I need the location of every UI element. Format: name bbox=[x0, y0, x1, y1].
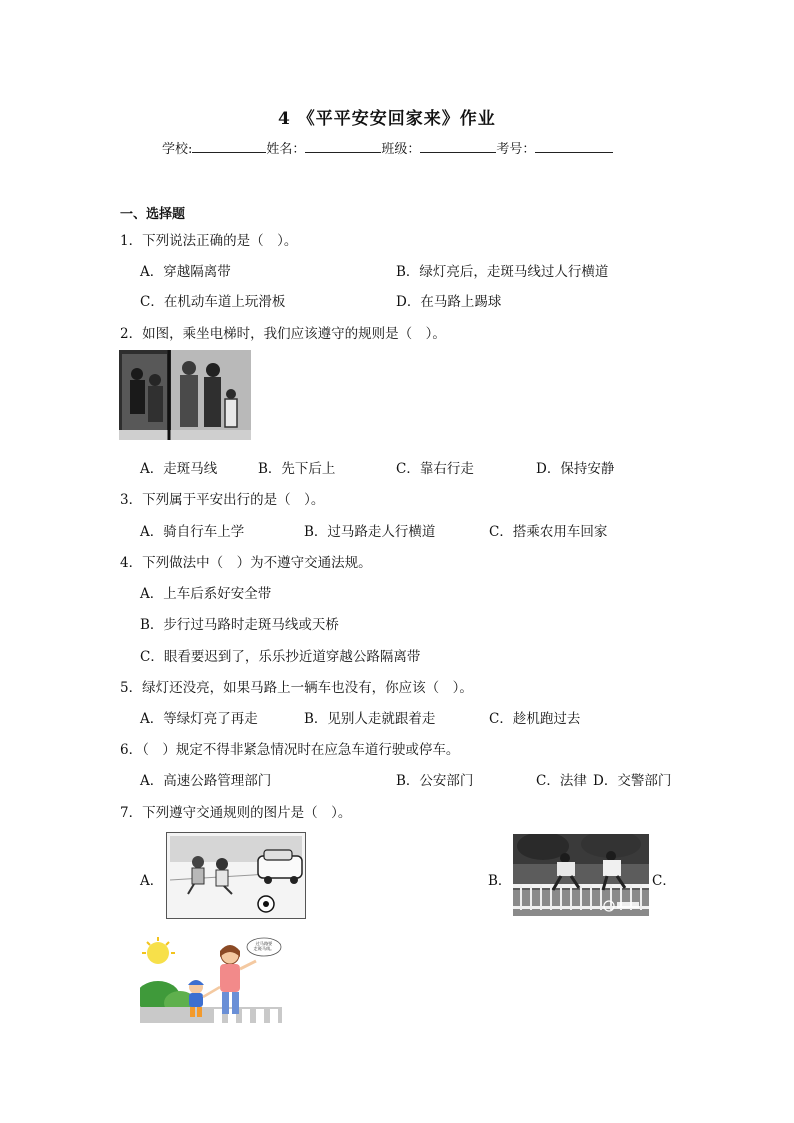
option-b[interactable]: B．公安部门 bbox=[396, 773, 474, 789]
page-title: 4 《平平安安回家来》作业 bbox=[278, 109, 496, 129]
option-c[interactable]: C．眼看要迟到了，乐乐抄近道穿越公路隔离带 bbox=[140, 649, 421, 665]
option-b[interactable]: B．先下后上 bbox=[258, 461, 336, 477]
option-c[interactable]: C．法律 bbox=[536, 773, 587, 789]
option-c[interactable]: C．搭乘农用车回家 bbox=[489, 524, 608, 540]
name-field[interactable] bbox=[305, 138, 381, 153]
crosswalk-cartoon bbox=[140, 937, 282, 1023]
school-field[interactable] bbox=[192, 138, 266, 153]
question-stem: 5．绿灯还没亮，如果马路上一辆车也没有，你应该（ ）。 bbox=[120, 680, 473, 696]
question-stem: 3．下列属于平安出行的是（ ）。 bbox=[120, 492, 325, 508]
option-a[interactable]: A．走斑马线 bbox=[140, 461, 218, 477]
section-title: 一、选择题 bbox=[120, 207, 186, 222]
option-b[interactable]: B． bbox=[488, 873, 512, 889]
speech-bubble-text: 过马路要走斑马线。 bbox=[253, 941, 275, 951]
option-a[interactable]: A． bbox=[140, 873, 164, 889]
elevator-drawing bbox=[119, 350, 251, 440]
option-a[interactable]: A．穿越隔离带 bbox=[140, 264, 231, 280]
option-c[interactable]: C． bbox=[652, 873, 676, 889]
option-a[interactable]: A．等绿灯亮了再走 bbox=[140, 711, 258, 727]
option-a[interactable]: A．高速公路管理部门 bbox=[140, 773, 272, 789]
option-a[interactable]: A．骑自行车上学 bbox=[140, 524, 245, 540]
question-stem: 2．如图，乘坐电梯时，我们应该遵守的规则是（ ）。 bbox=[120, 326, 446, 342]
school-label: 学校: bbox=[162, 142, 193, 157]
people-climbing-barrier-image[interactable] bbox=[513, 834, 649, 916]
student-info-row bbox=[162, 138, 613, 157]
option-b[interactable]: B．步行过马路时走斑马线或天桥 bbox=[140, 617, 339, 633]
question-stem: 7．下列遵守交通规则的图片是（ ）。 bbox=[120, 805, 352, 821]
question-stem: 6．（ ）规定不得非紧急情况时在应急车道行驶或停车。 bbox=[120, 742, 460, 758]
exam-no-label: 考号： bbox=[496, 142, 536, 157]
option-b[interactable]: B．过马路走人行横道 bbox=[304, 524, 436, 540]
kids-playing-street-image[interactable] bbox=[166, 832, 306, 919]
question-stem: 4．下列做法中（ ）为不遵守交通法规。 bbox=[120, 555, 372, 571]
name-label: 姓名： bbox=[266, 142, 306, 157]
option-d[interactable]: D．交警部门 bbox=[593, 773, 672, 789]
option-c[interactable]: C．靠右行走 bbox=[396, 461, 474, 477]
option-c[interactable]: C．在机动车道上玩滑板 bbox=[140, 294, 286, 310]
street-play-drawing bbox=[166, 832, 306, 919]
option-a[interactable]: A．上车后系好安全带 bbox=[140, 586, 272, 602]
exam-no-field[interactable] bbox=[535, 138, 613, 153]
option-c[interactable]: C．趁机跑过去 bbox=[489, 711, 581, 727]
mother-child-crosswalk-image[interactable] bbox=[140, 937, 282, 1023]
class-label: 班级： bbox=[381, 142, 421, 157]
option-d[interactable]: D．保持安静 bbox=[536, 461, 615, 477]
class-field[interactable] bbox=[420, 138, 496, 153]
barrier-photo-drawing bbox=[513, 834, 649, 916]
option-b[interactable]: B．见别人走就跟着走 bbox=[304, 711, 436, 727]
question-stem: 1．下列说法正确的是（ ）。 bbox=[120, 233, 298, 249]
option-d[interactable]: D．在马路上踢球 bbox=[396, 294, 502, 310]
option-b[interactable]: B．绿灯亮后，走斑马线过人行横道 bbox=[396, 264, 609, 280]
elevator-illustration bbox=[119, 350, 251, 440]
